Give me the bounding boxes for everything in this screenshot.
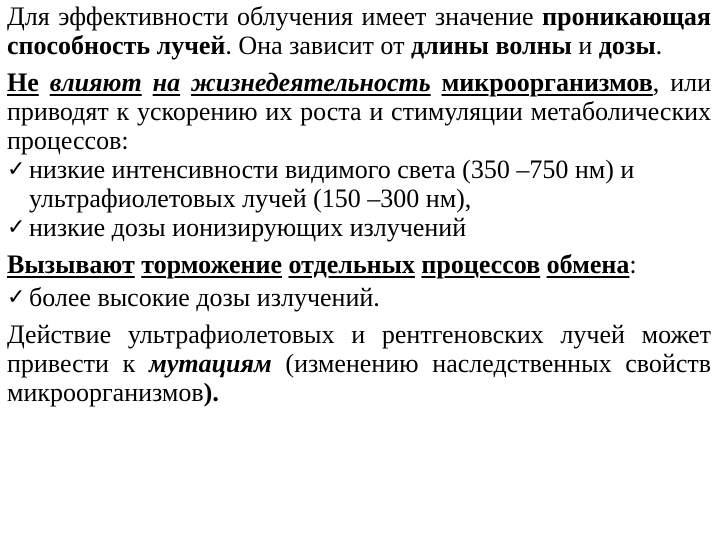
check-mark-icon: ✓ <box>7 157 26 182</box>
check-mark-icon: ✓ <box>7 285 26 310</box>
bullet-text: низкие дозы ионизирующих излучений <box>29 213 467 242</box>
bullet-text: более высокие дозы излучений. <box>29 283 380 312</box>
heading-word: микроорганизмов <box>441 68 653 97</box>
text: . Она зависит от <box>225 31 411 60</box>
heading-word: Не <box>7 68 39 97</box>
paragraph-mutations <box>7 320 711 407</box>
bullet-item <box>7 155 711 213</box>
paragraph-no-effect <box>7 68 711 155</box>
bold-term-wavelength: длины волны <box>410 31 572 60</box>
bold-term-mutations: мутациям <box>149 349 272 378</box>
text: (изменению наследственных свойств микроорганизмов <box>7 349 712 407</box>
heading-word: торможение <box>141 250 282 279</box>
text: и <box>571 31 599 60</box>
paragraph-irradiation-effectiveness <box>7 2 711 60</box>
text: , или приводят к ускорению их роста и стимуляции метаболических процессов: <box>7 68 712 155</box>
text: Действие ультрафиолетовых и рентгеновских лучей может привести к <box>7 320 711 378</box>
text: ). <box>203 378 219 407</box>
paragraph-inhibition <box>7 250 711 279</box>
heading-word: Вызывают <box>7 250 135 279</box>
heading-word: процессов <box>421 250 541 279</box>
text: Для эффективности облучения имеет значение <box>7 2 543 31</box>
text: : <box>629 250 637 279</box>
heading-word: на <box>152 68 181 97</box>
bullet-item <box>7 283 711 312</box>
heading-word: влияют <box>49 68 142 97</box>
heading-word: отдельных <box>288 250 415 279</box>
heading-word: жизнедеятельность <box>191 68 431 97</box>
bold-term-dose: дозы <box>598 31 656 60</box>
bullet-item <box>7 213 711 242</box>
bullet-text: низкие интенсивности видимого света (350 –750 нм) и ультрафиолетовых лучей (150 –300 нм), <box>29 155 635 213</box>
bold-term-penetrating-ability: проникающая способность лучей <box>7 2 711 60</box>
text: . <box>655 31 663 60</box>
heading-word: обмена <box>546 250 630 279</box>
check-mark-icon: ✓ <box>7 215 26 240</box>
